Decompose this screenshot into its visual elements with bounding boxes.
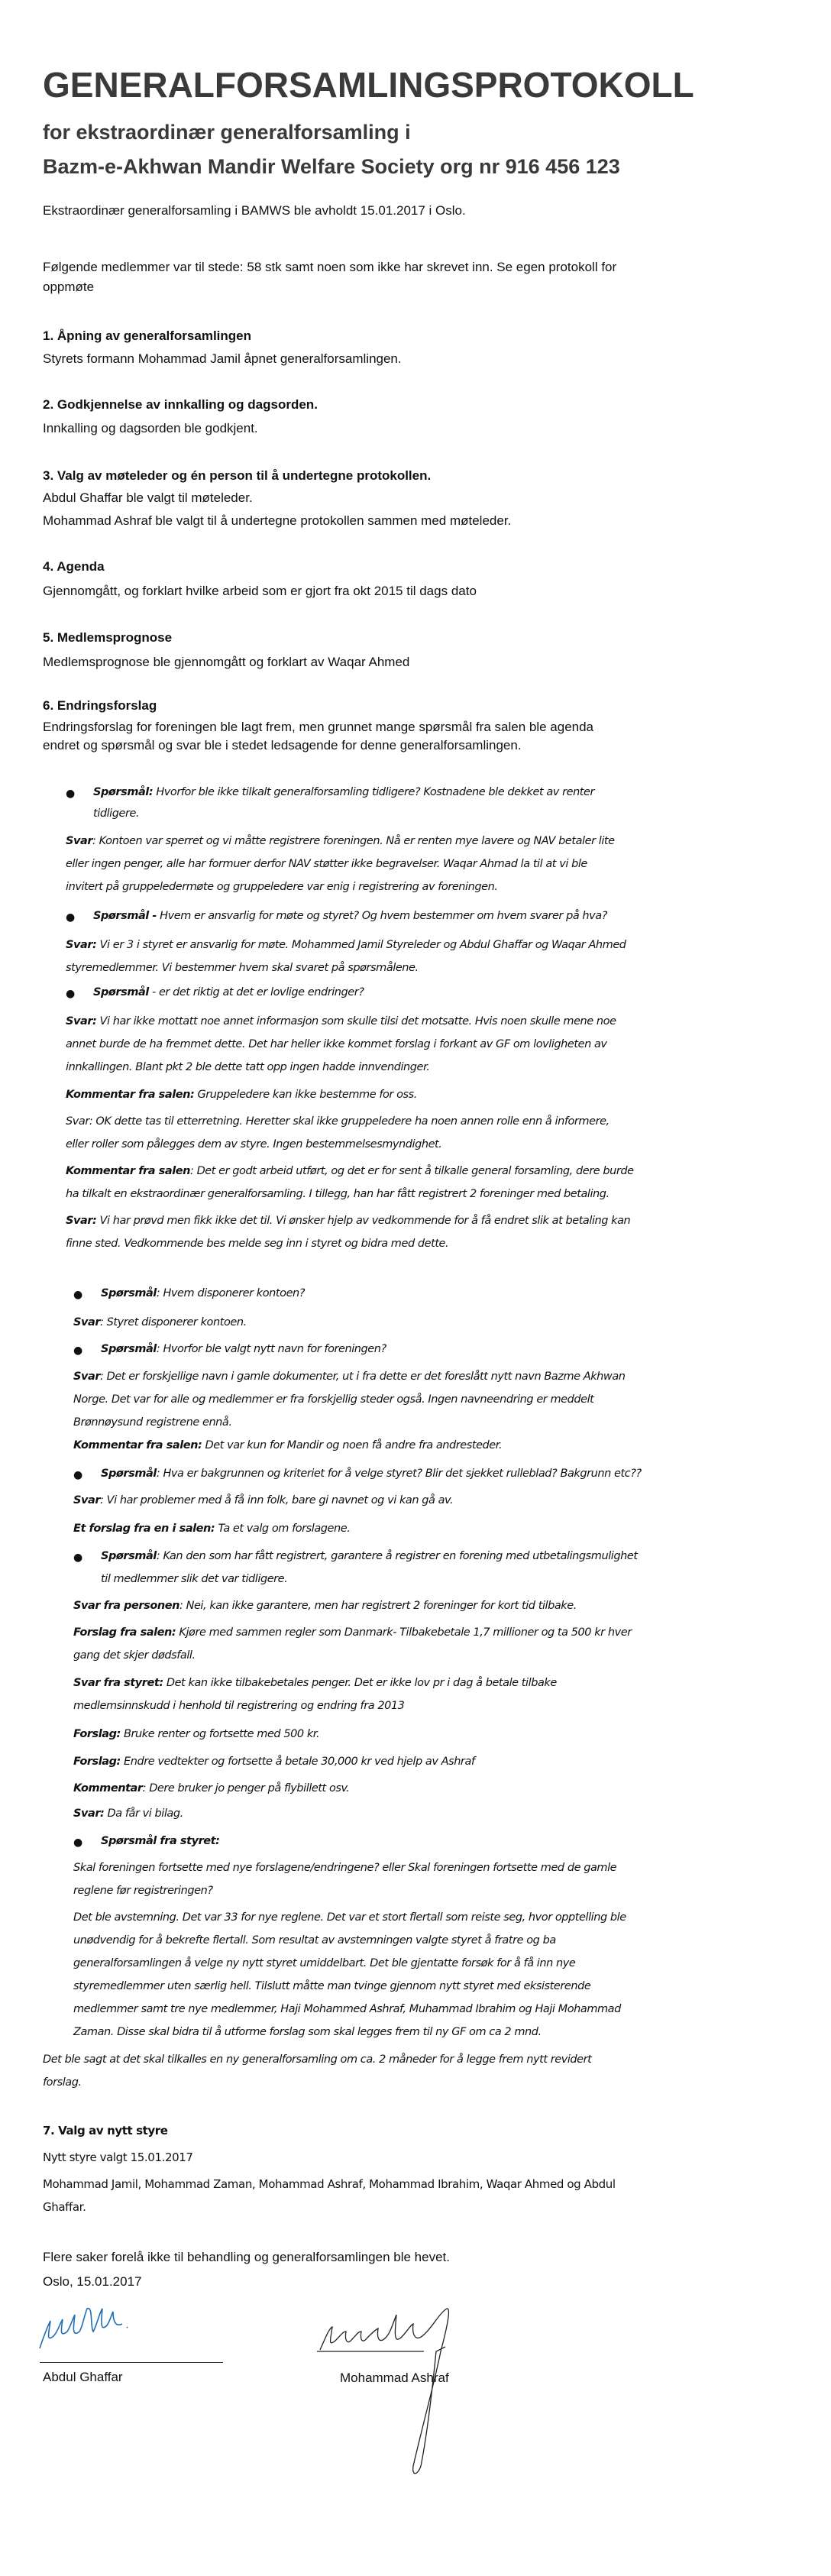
answer-1: Svar: Kontoen var sperret og vi måtte registrere foreningen. Nå er renten mye lavere og NAV betaler lite: [66, 835, 615, 847]
bullet-icon: ●: [73, 1345, 83, 1357]
answer-10: Svar fra styret: Det kan ikke tilbakebetales penger. Det er ikke lov pr i dag å betale tilbake: [73, 1677, 557, 1689]
answer-8: Svar: Vi har problemer med å få inn folk, bare gi navnet og vi kan gå av.: [73, 1494, 454, 1506]
section-1-body: Styrets formann Mohammad Jamil åpnet generalforsamlingen.: [43, 351, 402, 366]
organization-name: Bazm-e-Akhwan Mandir Welfare Society org nr 916 456 123: [43, 155, 620, 178]
answer-7-cont2: Brønnøysund registrene ennå.: [73, 1416, 232, 1429]
signatory-1-name: Abdul Ghaffar: [43, 2370, 123, 2384]
answer-7-cont: Norge. Det var for alle og medlemmer er fra forskjellig steder også. Ingen navneendring er meddelt: [73, 1393, 594, 1406]
section-3-body-2: Mohammad Ashraf ble valgt til å undertegne protokollen sammen med møteleder.: [43, 513, 512, 528]
section-7-members: Mohammad Jamil, Mohammad Zaman, Mohammad Ashraf, Mohammad Ibrahim, Waqar Ahmed og Abdul: [43, 2177, 616, 2191]
intro-held: Ekstraordinær generalforsamling i BAMWS ble avholdt 15.01.2017 i Oslo.: [43, 203, 466, 218]
section-1-heading: 1. Åpning av generalforsamlingen: [43, 328, 252, 343]
vote-paragraph-2: unødvendig for å bekrefte flertall. Som resultat av avstemningen valgte styret å fratre og ba: [73, 1934, 556, 1947]
signatory-2-name: Mohammad Ashraf: [340, 2371, 449, 2385]
section-4-body: Gjennomgått, og forklart hvilke arbeid som er gjort fra okt 2015 til dags dato: [43, 584, 477, 598]
comment-1: Kommentar fra salen: Gruppeledere kan ikke bestemme for oss.: [66, 1089, 417, 1101]
comment-2: Kommentar fra salen: Det er godt arbeid utført, og det er for sent å tilkalle general forsamling, dere burde: [66, 1165, 634, 1177]
vote-paragraph-6: Zaman. Disse skal bidra til å utforme forslag som skal legges frem til ny GF om ca 2 mnd.: [73, 2026, 542, 2038]
section-7-heading: 7. Valg av nytt styre: [43, 2124, 168, 2137]
section-2-heading: 2. Godkjennelse av innkalling og dagsorden.: [43, 397, 318, 412]
section-7-members-cont: Ghaffar.: [43, 2200, 86, 2214]
question-8-body-cont: reglene før registreringen?: [73, 1885, 213, 1897]
question-2: Spørsmål - Hvem er ansvarlig for møte og styret? Og hvem bestemmer om hvem svarer på hva?: [93, 910, 607, 922]
answer-1-cont: eller ingen penger, alle har formuer derfor NAV støtter ikke begravelser. Waqar Ahmad la til at vi ble: [66, 858, 587, 870]
answer-4-cont: eller roller som pålegges dem av styre. Ingen bestemmelsesmyndighet.: [66, 1138, 442, 1150]
answer-9: Svar fra personen: Nei, kan ikke garantere, men har registrert 2 foreninger for kort tid tilbake.: [73, 1600, 577, 1612]
proposal-4: Forslag: Endre vedtekter og fortsette å betale 30,000 kr ved hjelp av Ashraf: [73, 1756, 475, 1768]
section-6-heading: 6. Endringsforslag: [43, 698, 157, 713]
question-7-cont: til medlemmer slik det var tidligere.: [101, 1573, 288, 1585]
section-3-heading: 3. Valg av møteleder og én person til å undertegne protokollen.: [43, 468, 432, 483]
question-7: Spørsmål: Kan den som har fått registrert, garantere å registrer en forening med utbetalingsmulighet: [101, 1550, 638, 1562]
proposal-1: Et forslag fra en i salen: Ta et valg om forslagene.: [73, 1523, 351, 1535]
proposal-3: Forslag: Bruke renter og fortsette med 500 kr.: [73, 1728, 320, 1740]
vote-paragraph-3: generalforsamlingen å velge ny nytt styret umiddelbart. Det ble gjentatte forsøk for å få inn nye: [73, 1957, 576, 1969]
question-5: Spørsmål: Hvorfor ble valgt nytt navn for foreningen?: [101, 1343, 386, 1355]
section-7-elected: Nytt styre valgt 15.01.2017: [43, 2150, 193, 2164]
signature-abdul-ghaffar: [37, 2304, 128, 2351]
bullet-icon: ●: [66, 788, 76, 800]
question-1: Spørsmål: Hvorfor ble ikke tilkalt generalforsamling tidligere? Kostnadene ble dekket av renter: [93, 786, 595, 798]
question-1-cont: tidligere.: [93, 807, 140, 820]
section-5-heading: 5. Medlemsprognose: [43, 630, 173, 645]
bullet-icon: ●: [73, 1469, 83, 1481]
signature-line-1: [40, 2362, 223, 2363]
closing-note-cont: forslag.: [43, 2076, 82, 2089]
question-8-body: Skal foreningen fortsette med nye forslagene/endringene? eller Skal foreningen fortsette med de gamle: [73, 1862, 617, 1874]
intro-attendance-cont: oppmøte: [43, 280, 95, 294]
answer-3-cont2: innkallingen. Blant pkt 2 ble dette tatt opp ingen hadde innvendinger.: [66, 1061, 430, 1073]
adjourned-note: Flere saker forelå ikke til behandling og generalforsamlingen ble hevet.: [43, 2250, 450, 2264]
question-8: Spørsmål fra styret:: [101, 1835, 220, 1847]
question-3: Spørsmål - er det riktig at det er lovlige endringer?: [93, 986, 364, 998]
answer-3-cont: annet burde de ha fremmet dette. Det har heller ikke kommet forslag i forkant av GF om lovligheten av: [66, 1038, 607, 1050]
answer-10-cont: medlemsinnskudd i henhold til registrering og endring fra 2013: [73, 1700, 405, 1712]
answer-5-cont: finne sted. Vedkommende bes melde seg inn i styret og bidra med dette.: [66, 1238, 449, 1250]
comment-2-cont: ha tilkalt en ekstraordinær generalforsamling. I tillegg, han har fått registrert 2 foreninger med betaling.: [66, 1188, 610, 1200]
intro-attendance: Følgende medlemmer var til stede: 58 stk samt noen som ikke har skrevet inn. Se egen protokoll for: [43, 260, 617, 274]
question-4: Spørsmål: Hvem disponerer kontoen?: [101, 1287, 306, 1299]
section-5-body: Medlemsprognose ble gjennomgått og forklart av Waqar Ahmed: [43, 655, 410, 669]
bullet-icon: ●: [73, 1552, 83, 1564]
vote-paragraph-5: medlemmer samt tre nye medlemmer, Haji Mohammed Ashraf, Muhammad Ibrahim og Haji Mohammad: [73, 2003, 621, 2015]
answer-11: Svar: Da får vi bilag.: [73, 1807, 183, 1820]
bullet-icon: ●: [66, 988, 76, 1000]
place-date: Oslo, 15.01.2017: [43, 2274, 142, 2289]
section-3-body-1: Abdul Ghaffar ble valgt til møteleder.: [43, 490, 253, 505]
answer-2: Svar: Vi er 3 i styret er ansvarlig for møte. Mohammed Jamil Styreleder og Abdul Ghaffar og Waqar Ahmed: [66, 939, 626, 951]
answer-3: Svar: Vi har ikke mottatt noe annet informasjon som skulle tilsi det motsatte. Hvis noen skulle mene noe: [66, 1015, 616, 1027]
closing-note: Det ble sagt at det skal tilkalles en ny generalforsamling om ca. 2 måneder for å legge frem nytt revidert: [43, 2053, 592, 2066]
answer-7: Svar: Det er forskjellige navn i gamle dokumenter, ut i fra dette er det foreslått nytt navn Bazme Akhwan: [73, 1371, 626, 1383]
proposal-2-cont: gang det skjer dødsfall.: [73, 1649, 196, 1662]
answer-4: Svar: OK dette tas til etterretning. Heretter skal ikke gruppeledere ha noen annen rolle enn å informere,: [66, 1115, 610, 1128]
section-2-body: Innkalling og dagsorden ble godkjent.: [43, 421, 258, 435]
proposal-2: Forslag fra salen: Kjøre med sammen regler som Danmark- Tilbakebetale 1,7 millioner og ta 500 kr hver: [73, 1626, 632, 1639]
answer-1-cont2: invitert på gruppeledermøte og gruppeledere var enig i registrering av foreningen.: [66, 881, 498, 893]
bullet-icon: ●: [66, 911, 76, 924]
document-subtitle: for ekstraordinær generalforsamling i: [43, 121, 411, 144]
section-4-heading: 4. Agenda: [43, 559, 105, 574]
answer-5: Svar: Vi har prøvd men fikk ikke det til. Vi ønsker hjelp av vedkommende for å få endret slik at betaling kan: [66, 1215, 631, 1227]
signature-mohammad-ashraf: [317, 2306, 531, 2481]
bullet-icon: ●: [73, 1289, 83, 1301]
answer-6: Svar: Styret disponerer kontoen.: [73, 1316, 247, 1328]
answer-2-cont: styremedlemmer. Vi bestemmer hvem skal svaret på spørsmålene.: [66, 962, 419, 974]
vote-paragraph-4: styremedlemmer uten særlig hell. Tilslutt måtte man tvinge gjennom nytt styret med eksisterende: [73, 1980, 591, 1992]
document-title: GENERALFORSAMLINGSPROTOKOLL: [43, 65, 694, 105]
section-6-body: Endringsforslag for foreningen ble lagt frem, men grunnet mange spørsmål fra salen ble agenda: [43, 720, 594, 734]
section-6-body-cont: endret og spørsmål og svar ble i stedet ledsagende for denne generalforsamlingen.: [43, 738, 522, 752]
comment-3: Kommentar fra salen: Det var kun for Mandir og noen få andre fra andresteder.: [73, 1439, 503, 1451]
bullet-icon: ●: [73, 1837, 83, 1849]
comment-4: Kommentar: Dere bruker jo penger på flybillett osv.: [73, 1782, 350, 1794]
vote-paragraph: Det ble avstemning. Det var 33 for nye reglene. Det var et stort flertall som reiste seg, hvor opptelling ble: [73, 1911, 626, 1924]
question-6: Spørsmål: Hva er bakgrunnen og kriteriet for å velge styret? Blir det sjekket rulleblad? Bakgrunn etc??: [101, 1468, 642, 1480]
